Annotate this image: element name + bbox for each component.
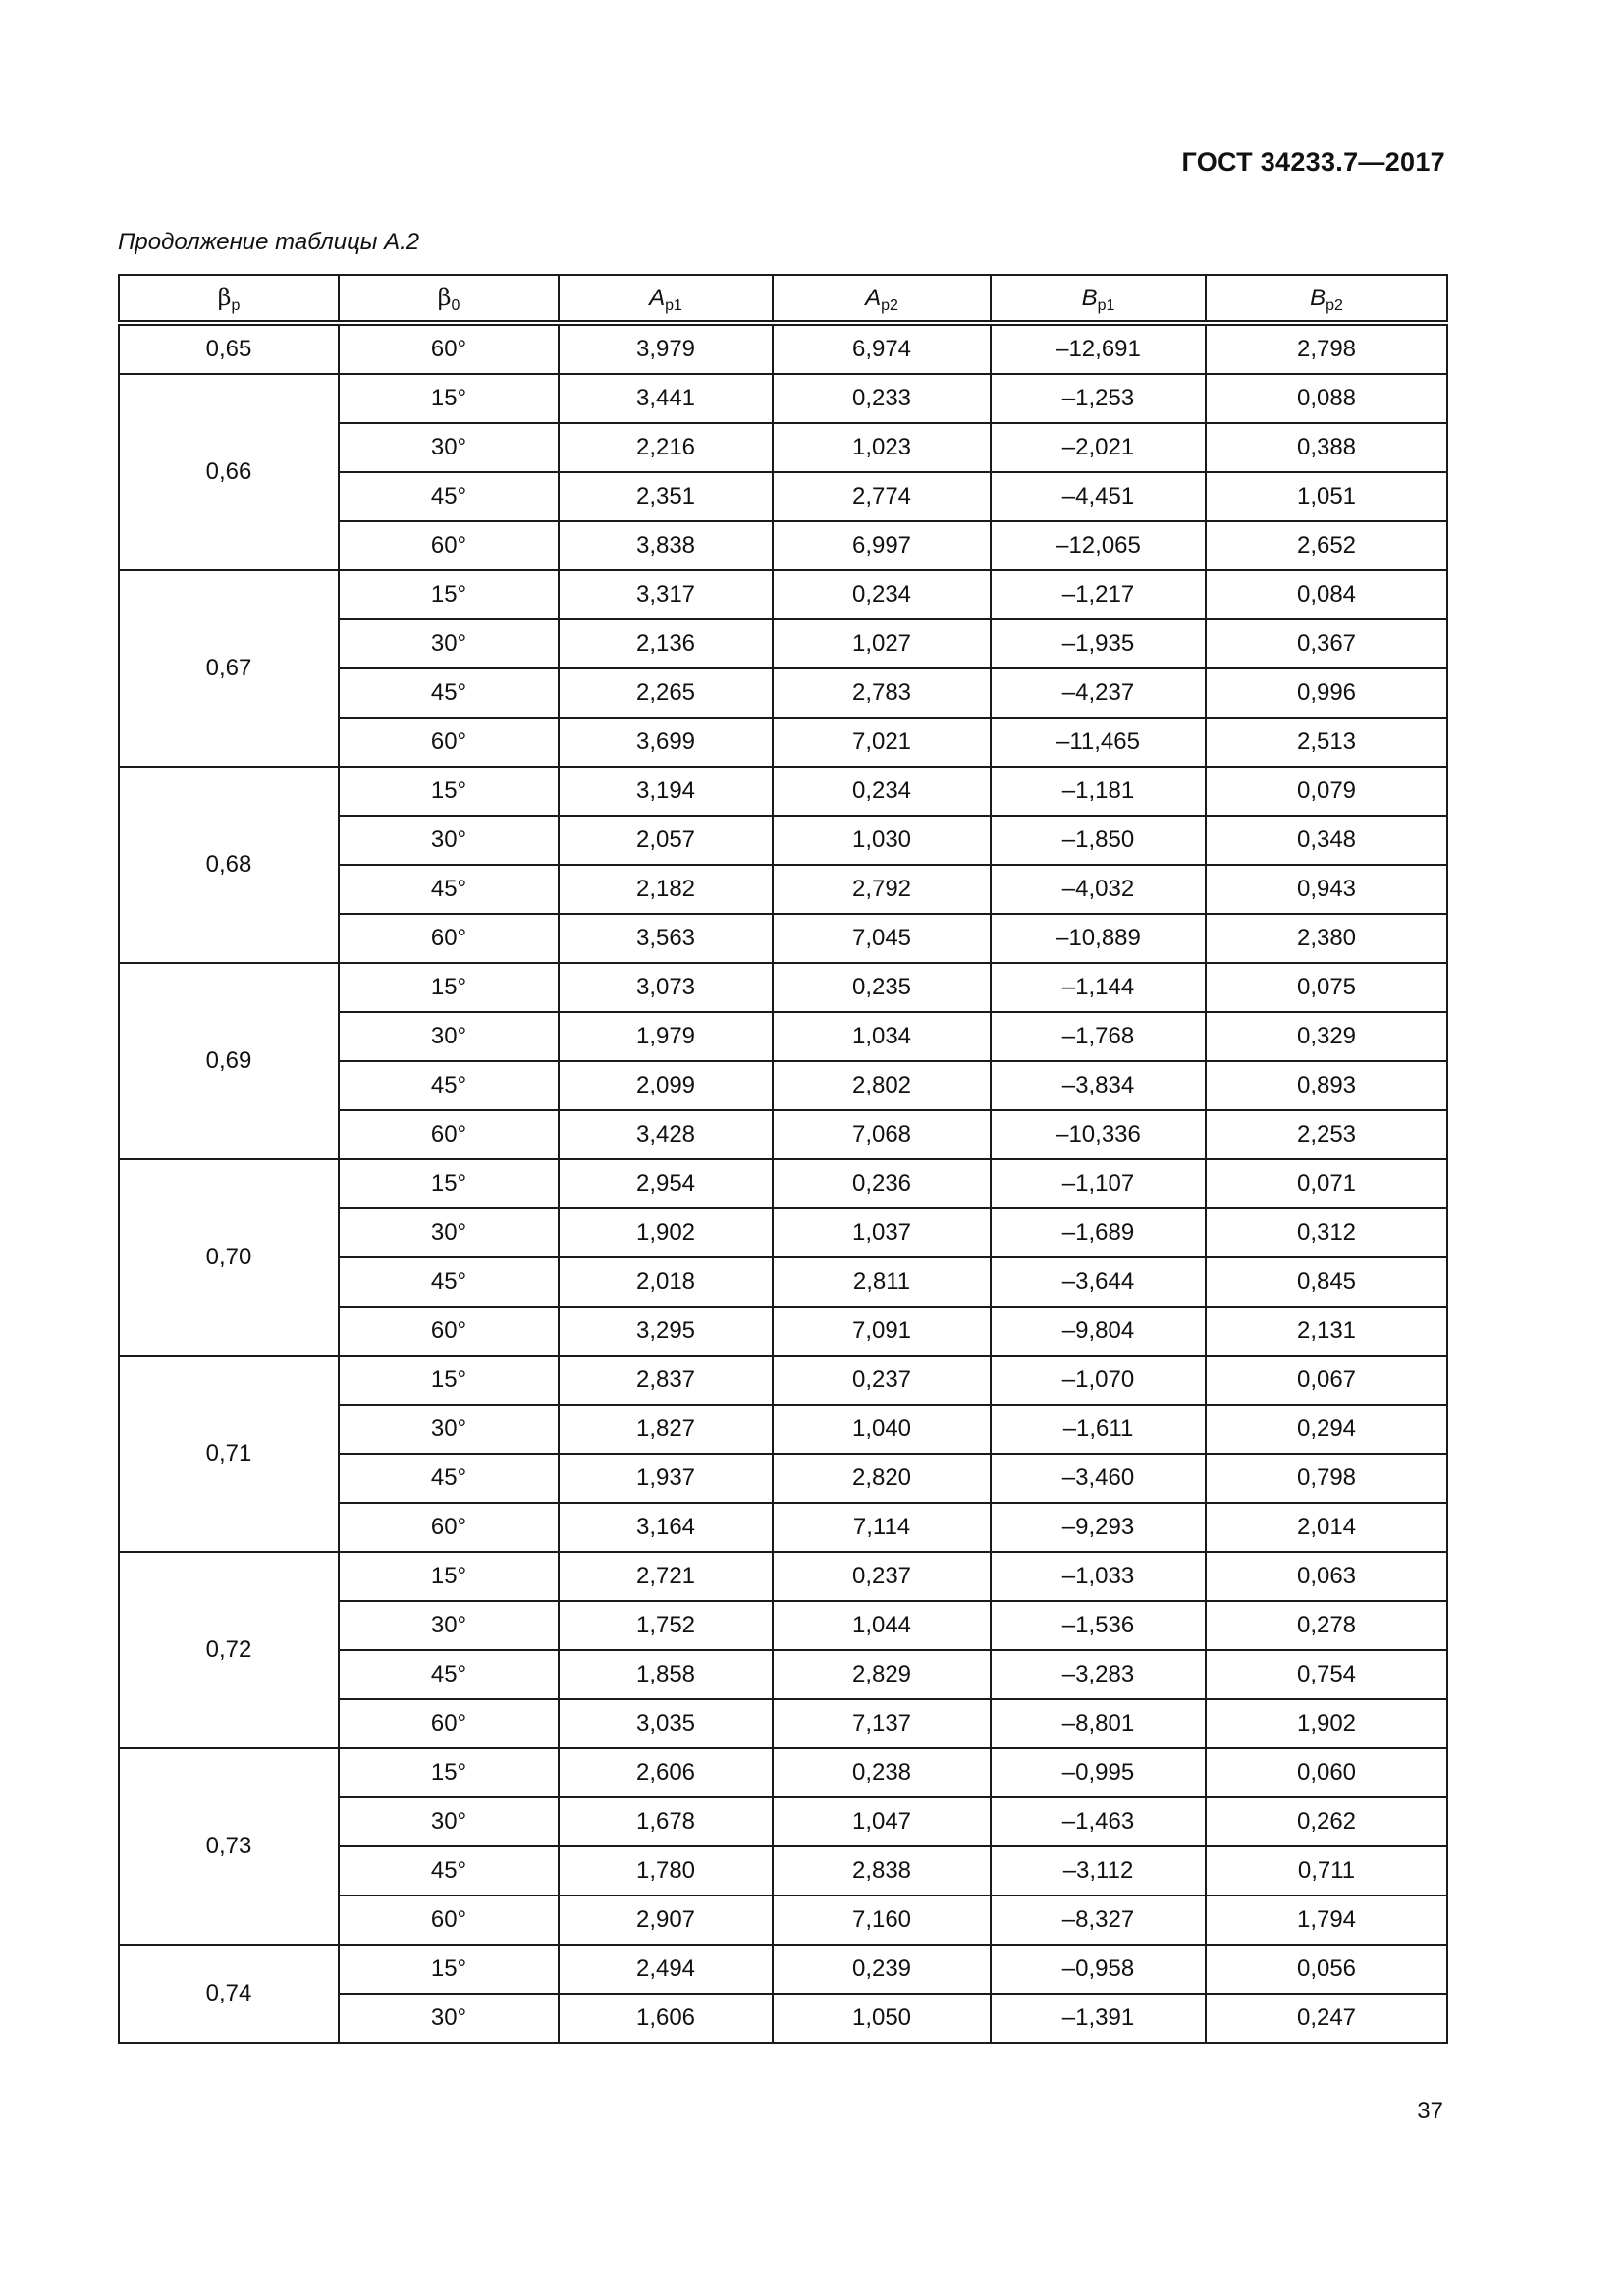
cell-a-p1: 2,018 <box>559 1257 773 1307</box>
cell-beta-0: 60° <box>339 323 559 374</box>
beta-p-cell: 0,74 <box>119 1945 339 2043</box>
beta-p-cell: 0,68 <box>119 767 339 963</box>
cell-b-p2: 0,071 <box>1206 1159 1447 1208</box>
cell-b-p2: 0,294 <box>1206 1405 1447 1454</box>
cell-beta-0: 60° <box>339 1110 559 1159</box>
cell-b-p2: 0,262 <box>1206 1797 1447 1846</box>
cell-a-p2: 1,047 <box>773 1797 991 1846</box>
cell-a-p2: 6,974 <box>773 323 991 374</box>
cell-a-p2: 7,068 <box>773 1110 991 1159</box>
cell-a-p1: 3,428 <box>559 1110 773 1159</box>
cell-b-p1: –1,935 <box>991 619 1206 668</box>
cell-beta-0: 30° <box>339 816 559 865</box>
cell-a-p1: 2,907 <box>559 1896 773 1945</box>
beta-p-cell: 0,70 <box>119 1159 339 1356</box>
cell-b-p2: 0,060 <box>1206 1748 1447 1797</box>
cell-beta-0: 30° <box>339 1797 559 1846</box>
cell-beta-0: 15° <box>339 1552 559 1601</box>
cell-a-p1: 3,164 <box>559 1503 773 1552</box>
column-symbol: A <box>865 284 882 311</box>
cell-b-p1: –1,253 <box>991 374 1206 423</box>
cell-b-p1: –1,070 <box>991 1356 1206 1405</box>
cell-beta-0: 15° <box>339 1945 559 1994</box>
cell-beta-0: 60° <box>339 1896 559 1945</box>
cell-a-p2: 7,137 <box>773 1699 991 1748</box>
cell-b-p2: 0,893 <box>1206 1061 1447 1110</box>
cell-beta-0: 45° <box>339 1846 559 1896</box>
table-row <box>119 767 1447 816</box>
cell-a-p1: 2,136 <box>559 619 773 668</box>
cell-a-p2: 1,044 <box>773 1601 991 1650</box>
beta-p-cell: 0,73 <box>119 1748 339 1945</box>
cell-b-p1: –1,611 <box>991 1405 1206 1454</box>
column-header-a-p1 <box>559 275 773 323</box>
cell-b-p2: 0,084 <box>1206 570 1447 619</box>
cell-beta-0: 60° <box>339 718 559 767</box>
cell-beta-0: 30° <box>339 1012 559 1061</box>
cell-b-p2: 0,067 <box>1206 1356 1447 1405</box>
cell-b-p2: 0,079 <box>1206 767 1447 816</box>
cell-a-p2: 1,040 <box>773 1405 991 1454</box>
cell-b-p2: 0,754 <box>1206 1650 1447 1699</box>
cell-a-p1: 1,827 <box>559 1405 773 1454</box>
cell-a-p2: 2,838 <box>773 1846 991 1896</box>
cell-a-p2: 0,237 <box>773 1552 991 1601</box>
cell-b-p1: –4,451 <box>991 472 1206 521</box>
cell-b-p2: 0,798 <box>1206 1454 1447 1503</box>
cell-a-p1: 1,902 <box>559 1208 773 1257</box>
cell-a-p2: 1,050 <box>773 1994 991 2043</box>
cell-b-p1: –1,689 <box>991 1208 1206 1257</box>
cell-beta-0: 30° <box>339 619 559 668</box>
cell-b-p1: –1,107 <box>991 1159 1206 1208</box>
beta-p-cell: 0,69 <box>119 963 339 1159</box>
column-symbol: B <box>1081 284 1098 311</box>
column-symbol: A <box>649 284 666 311</box>
cell-b-p1: –11,465 <box>991 718 1206 767</box>
cell-b-p2: 0,388 <box>1206 423 1447 472</box>
column-subscript: p1 <box>1097 296 1115 314</box>
cell-b-p1: –12,691 <box>991 323 1206 374</box>
table-body <box>119 323 1447 2043</box>
cell-b-p1: –0,995 <box>991 1748 1206 1797</box>
cell-b-p1: –2,021 <box>991 423 1206 472</box>
cell-a-p2: 2,820 <box>773 1454 991 1503</box>
table-row <box>119 1159 1447 1208</box>
column-header-b-p2 <box>1206 275 1447 323</box>
cell-b-p1: –8,801 <box>991 1699 1206 1748</box>
cell-b-p2: 0,711 <box>1206 1846 1447 1896</box>
cell-a-p1: 1,780 <box>559 1846 773 1896</box>
cell-a-p1: 2,494 <box>559 1945 773 1994</box>
cell-b-p1: –1,768 <box>991 1012 1206 1061</box>
cell-b-p2: 0,348 <box>1206 816 1447 865</box>
cell-beta-0: 60° <box>339 914 559 963</box>
cell-a-p2: 1,030 <box>773 816 991 865</box>
cell-b-p2: 2,798 <box>1206 323 1447 374</box>
cell-a-p2: 7,021 <box>773 718 991 767</box>
cell-b-p2: 2,253 <box>1206 1110 1447 1159</box>
cell-b-p2: 2,380 <box>1206 914 1447 963</box>
cell-b-p2: 0,056 <box>1206 1945 1447 1994</box>
cell-a-p2: 2,783 <box>773 668 991 718</box>
table-row <box>119 1552 1447 1601</box>
table-row <box>119 374 1447 423</box>
cell-a-p1: 2,721 <box>559 1552 773 1601</box>
cell-beta-0: 30° <box>339 1994 559 2043</box>
cell-beta-0: 30° <box>339 423 559 472</box>
cell-b-p1: –3,460 <box>991 1454 1206 1503</box>
cell-b-p1: –1,144 <box>991 963 1206 1012</box>
cell-b-p2: 1,794 <box>1206 1896 1447 1945</box>
cell-a-p1: 3,035 <box>559 1699 773 1748</box>
cell-beta-0: 15° <box>339 767 559 816</box>
column-symbol: β <box>437 284 452 311</box>
cell-a-p1: 3,563 <box>559 914 773 963</box>
cell-b-p2: 0,943 <box>1206 865 1447 914</box>
cell-a-p1: 2,057 <box>559 816 773 865</box>
cell-b-p1: –1,850 <box>991 816 1206 865</box>
cell-b-p1: –3,644 <box>991 1257 1206 1307</box>
cell-b-p2: 0,367 <box>1206 619 1447 668</box>
cell-a-p2: 7,114 <box>773 1503 991 1552</box>
cell-b-p1: –1,033 <box>991 1552 1206 1601</box>
table-header-row <box>119 275 1447 323</box>
cell-a-p1: 3,295 <box>559 1307 773 1356</box>
column-header-a-p2 <box>773 275 991 323</box>
table-caption: Продолжение таблицы А.2 <box>118 229 420 255</box>
column-symbol: B <box>1310 284 1326 311</box>
cell-beta-0: 60° <box>339 1699 559 1748</box>
beta-p-cell: 0,66 <box>119 374 339 570</box>
cell-b-p1: –10,889 <box>991 914 1206 963</box>
cell-beta-0: 45° <box>339 1061 559 1110</box>
cell-b-p1: –9,293 <box>991 1503 1206 1552</box>
cell-beta-0: 30° <box>339 1601 559 1650</box>
beta-p-cell: 0,71 <box>119 1356 339 1552</box>
cell-b-p2: 0,075 <box>1206 963 1447 1012</box>
cell-b-p2: 1,051 <box>1206 472 1447 521</box>
cell-a-p1: 2,265 <box>559 668 773 718</box>
cell-a-p2: 0,236 <box>773 1159 991 1208</box>
cell-a-p2: 0,237 <box>773 1356 991 1405</box>
beta-p-cell: 0,72 <box>119 1552 339 1748</box>
cell-beta-0: 45° <box>339 472 559 521</box>
cell-a-p1: 2,954 <box>559 1159 773 1208</box>
document-code: ГОСТ 34233.7—2017 <box>1181 147 1445 177</box>
cell-b-p2: 0,312 <box>1206 1208 1447 1257</box>
cell-a-p2: 0,234 <box>773 570 991 619</box>
coefficients-table <box>118 274 1448 2044</box>
cell-beta-0: 45° <box>339 1650 559 1699</box>
cell-a-p2: 7,045 <box>773 914 991 963</box>
cell-a-p1: 3,979 <box>559 323 773 374</box>
cell-b-p1: –3,283 <box>991 1650 1206 1699</box>
cell-a-p1: 1,979 <box>559 1012 773 1061</box>
cell-a-p1: 3,073 <box>559 963 773 1012</box>
cell-b-p1: –3,834 <box>991 1061 1206 1110</box>
cell-a-p2: 7,160 <box>773 1896 991 1945</box>
table-row <box>119 570 1447 619</box>
cell-b-p2: 2,513 <box>1206 718 1447 767</box>
cell-b-p2: 0,088 <box>1206 374 1447 423</box>
cell-a-p1: 3,699 <box>559 718 773 767</box>
cell-b-p2: 2,014 <box>1206 1503 1447 1552</box>
cell-beta-0: 60° <box>339 1307 559 1356</box>
cell-a-p2: 7,091 <box>773 1307 991 1356</box>
table-row <box>119 1356 1447 1405</box>
cell-b-p2: 2,652 <box>1206 521 1447 570</box>
cell-a-p1: 2,606 <box>559 1748 773 1797</box>
cell-b-p1: –1,391 <box>991 1994 1206 2043</box>
cell-a-p1: 1,752 <box>559 1601 773 1650</box>
cell-b-p1: –3,112 <box>991 1846 1206 1896</box>
cell-a-p1: 1,606 <box>559 1994 773 2043</box>
cell-a-p2: 1,034 <box>773 1012 991 1061</box>
column-subscript: p <box>231 297 241 314</box>
cell-b-p1: –4,032 <box>991 865 1206 914</box>
table-row <box>119 963 1447 1012</box>
page-number: 37 <box>1417 2098 1443 2124</box>
cell-a-p2: 0,238 <box>773 1748 991 1797</box>
cell-a-p2: 2,829 <box>773 1650 991 1699</box>
cell-a-p1: 1,678 <box>559 1797 773 1846</box>
cell-a-p1: 3,194 <box>559 767 773 816</box>
cell-b-p2: 0,247 <box>1206 1994 1447 2043</box>
cell-b-p1: –1,536 <box>991 1601 1206 1650</box>
table-row <box>119 1748 1447 1797</box>
cell-a-p1: 2,837 <box>559 1356 773 1405</box>
cell-b-p1: –12,065 <box>991 521 1206 570</box>
cell-b-p1: –10,336 <box>991 1110 1206 1159</box>
cell-beta-0: 30° <box>339 1208 559 1257</box>
column-header-beta-p <box>119 275 339 323</box>
cell-a-p2: 2,802 <box>773 1061 991 1110</box>
cell-a-p1: 3,317 <box>559 570 773 619</box>
cell-a-p2: 1,037 <box>773 1208 991 1257</box>
column-subscript: p2 <box>881 296 898 314</box>
cell-beta-0: 60° <box>339 521 559 570</box>
cell-b-p2: 0,329 <box>1206 1012 1447 1061</box>
cell-b-p1: –1,181 <box>991 767 1206 816</box>
cell-a-p2: 2,811 <box>773 1257 991 1307</box>
cell-a-p2: 6,997 <box>773 521 991 570</box>
cell-beta-0: 15° <box>339 1159 559 1208</box>
cell-a-p1: 3,838 <box>559 521 773 570</box>
beta-p-cell: 0,65 <box>119 323 339 374</box>
column-header-b-p1 <box>991 275 1206 323</box>
table-row <box>119 323 1447 374</box>
cell-a-p2: 0,235 <box>773 963 991 1012</box>
cell-b-p1: –1,463 <box>991 1797 1206 1846</box>
beta-p-cell: 0,67 <box>119 570 339 767</box>
cell-b-p1: –0,958 <box>991 1945 1206 1994</box>
cell-b-p2: 1,902 <box>1206 1699 1447 1748</box>
cell-b-p1: –8,327 <box>991 1896 1206 1945</box>
cell-a-p2: 0,239 <box>773 1945 991 1994</box>
cell-beta-0: 60° <box>339 1503 559 1552</box>
cell-a-p2: 2,792 <box>773 865 991 914</box>
cell-a-p1: 1,858 <box>559 1650 773 1699</box>
cell-a-p1: 1,937 <box>559 1454 773 1503</box>
cell-beta-0: 45° <box>339 1454 559 1503</box>
column-subscript: p2 <box>1326 296 1343 314</box>
cell-beta-0: 30° <box>339 1405 559 1454</box>
cell-beta-0: 45° <box>339 1257 559 1307</box>
cell-beta-0: 15° <box>339 1356 559 1405</box>
cell-b-p2: 0,996 <box>1206 668 1447 718</box>
cell-beta-0: 45° <box>339 668 559 718</box>
column-symbol: β <box>217 284 232 311</box>
cell-a-p2: 1,027 <box>773 619 991 668</box>
cell-a-p2: 0,233 <box>773 374 991 423</box>
cell-b-p2: 0,278 <box>1206 1601 1447 1650</box>
column-header-beta-0 <box>339 275 559 323</box>
cell-a-p2: 0,234 <box>773 767 991 816</box>
table-row <box>119 1945 1447 1994</box>
cell-a-p1: 2,182 <box>559 865 773 914</box>
cell-a-p2: 1,023 <box>773 423 991 472</box>
cell-beta-0: 15° <box>339 374 559 423</box>
column-subscript: 0 <box>451 297 460 314</box>
cell-a-p1: 2,351 <box>559 472 773 521</box>
cell-beta-0: 15° <box>339 1748 559 1797</box>
cell-b-p1: –4,237 <box>991 668 1206 718</box>
cell-beta-0: 15° <box>339 570 559 619</box>
cell-a-p1: 2,216 <box>559 423 773 472</box>
cell-a-p1: 2,099 <box>559 1061 773 1110</box>
cell-a-p1: 3,441 <box>559 374 773 423</box>
cell-a-p2: 2,774 <box>773 472 991 521</box>
column-subscript: p1 <box>665 296 682 314</box>
cell-b-p1: –1,217 <box>991 570 1206 619</box>
cell-b-p2: 0,845 <box>1206 1257 1447 1307</box>
cell-b-p1: –9,804 <box>991 1307 1206 1356</box>
cell-beta-0: 45° <box>339 865 559 914</box>
cell-b-p2: 0,063 <box>1206 1552 1447 1601</box>
cell-b-p2: 2,131 <box>1206 1307 1447 1356</box>
cell-beta-0: 15° <box>339 963 559 1012</box>
